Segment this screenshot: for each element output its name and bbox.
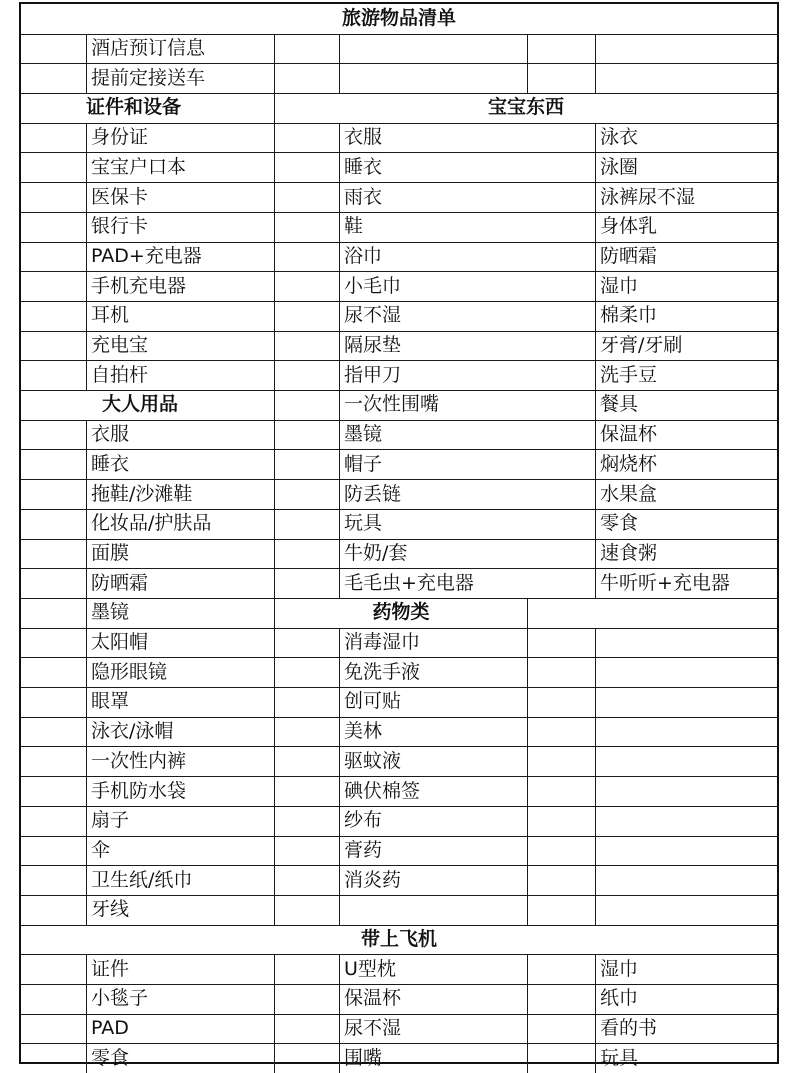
table-row [21, 954, 777, 985]
empty-cell [274, 331, 339, 361]
adult-item: 手机防水袋 [86, 776, 274, 806]
empty-cell [527, 865, 595, 895]
empty-cell [274, 1044, 339, 1073]
table-row [21, 539, 777, 570]
index-cell [21, 687, 86, 717]
baby-item: 身体乳 [595, 212, 777, 242]
index-cell [21, 153, 86, 183]
adult-item: 卫生纸/纸巾 [86, 865, 274, 895]
medicine-item: 消毒湿巾 [339, 628, 527, 658]
adult-item: 扇子 [86, 806, 274, 836]
index-cell [21, 242, 86, 272]
empty-cell [595, 747, 777, 777]
empty-cell [274, 271, 339, 301]
medicine-item: 纱布 [339, 806, 527, 836]
empty-cell [527, 776, 595, 806]
empty-cell [527, 717, 595, 747]
table-row [21, 776, 777, 807]
empty-cell [274, 420, 339, 450]
table-row [21, 242, 777, 273]
plane-item: 围嘴 [339, 1044, 527, 1073]
title-row [21, 4, 777, 35]
index-cell [21, 865, 86, 895]
index-cell [21, 717, 86, 747]
table-row [21, 984, 777, 1015]
table-row [21, 568, 777, 599]
index-cell [21, 123, 86, 153]
baby-item: 毛毛虫+充电器 [339, 568, 595, 598]
table-row [21, 747, 777, 778]
baby-item: 洗手豆 [595, 360, 777, 390]
index-cell [21, 182, 86, 212]
adult-item: 衣服 [86, 420, 274, 450]
empty-cell [274, 895, 339, 925]
index-cell [21, 984, 86, 1014]
medicine-item: 消炎药 [339, 865, 527, 895]
baby-item: 泳裤尿不湿 [595, 182, 777, 212]
table-row [21, 360, 777, 391]
baby-item: 墨镜 [339, 420, 595, 450]
document-item: 银行卡 [86, 212, 274, 242]
plane-item: 小毯子 [86, 984, 274, 1014]
table-row [21, 182, 777, 213]
table-row [21, 1014, 777, 1045]
baby-item: 小毛巾 [339, 271, 595, 301]
plane-item: 湿巾 [595, 954, 777, 984]
table-row [21, 806, 777, 837]
section-on-plane: 带上飞机 [21, 925, 777, 955]
baby-item: 牛听听+充电器 [595, 568, 777, 598]
empty-cell [527, 836, 595, 866]
plane-item: 尿不湿 [339, 1014, 527, 1044]
empty-cell [339, 63, 527, 93]
baby-item: 玩具 [339, 509, 595, 539]
index-cell [21, 390, 86, 420]
baby-item: 泳衣 [595, 123, 777, 153]
baby-item: 鞋 [339, 212, 595, 242]
empty-cell [274, 747, 339, 777]
adult-item: 一次性内裤 [86, 747, 274, 777]
index-cell [21, 34, 86, 64]
index-cell [21, 836, 86, 866]
table-row [21, 212, 777, 243]
empty-cell [274, 509, 339, 539]
empty-cell [274, 242, 339, 272]
medicine-item: 膏药 [339, 836, 527, 866]
top-info-row [21, 34, 777, 65]
table-row [21, 1044, 777, 1073]
index-cell [21, 301, 86, 331]
baby-item: 零食 [595, 509, 777, 539]
index-cell [21, 895, 86, 925]
adult-item: 隐形眼镜 [86, 657, 274, 687]
table-row [21, 123, 777, 154]
table-row [21, 657, 777, 688]
baby-item: 牙膏/牙刷 [595, 331, 777, 361]
medicine-item: 驱蚊液 [339, 747, 527, 777]
adult-item: 牙线 [86, 895, 274, 925]
table-row [21, 450, 777, 481]
empty-cell [595, 63, 777, 93]
empty-cell [595, 865, 777, 895]
baby-item: 水果盒 [595, 479, 777, 509]
index-cell [21, 271, 86, 301]
table-row [21, 479, 777, 510]
empty-cell [595, 776, 777, 806]
empty-cell [527, 895, 595, 925]
document-item: 身份证 [86, 123, 274, 153]
empty-cell [339, 895, 527, 925]
baby-item: 餐具 [595, 390, 777, 420]
table-row [21, 717, 777, 748]
index-cell [21, 450, 86, 480]
adult-item: 面膜 [86, 539, 274, 569]
empty-cell [527, 628, 595, 658]
empty-cell [274, 63, 339, 93]
index-cell [21, 539, 86, 569]
adult-item: 伞 [86, 836, 274, 866]
empty-cell [274, 984, 339, 1014]
document-item: 医保卡 [86, 182, 274, 212]
empty-cell [595, 806, 777, 836]
table-row [21, 271, 777, 302]
plane-item: U型枕 [339, 954, 527, 984]
empty-cell [274, 390, 339, 420]
checklist-table [19, 2, 779, 1064]
baby-item: 隔尿垫 [339, 331, 595, 361]
table-row [21, 628, 777, 659]
empty-cell [595, 657, 777, 687]
document-item: 充电宝 [86, 331, 274, 361]
baby-item: 睡衣 [339, 153, 595, 183]
empty-cell [274, 123, 339, 153]
empty-cell [274, 212, 339, 242]
plane-item: 证件 [86, 954, 274, 984]
baby-item: 牛奶/套 [339, 539, 595, 569]
table-row [21, 301, 777, 332]
top-info-row [21, 63, 777, 94]
document-item: PAD+充电器 [86, 242, 274, 272]
table-row [21, 420, 777, 451]
index-cell [21, 93, 86, 123]
index-cell [21, 628, 86, 658]
empty-cell [274, 836, 339, 866]
empty-cell [274, 301, 339, 331]
table-row [21, 153, 777, 184]
empty-cell [527, 747, 595, 777]
table-row [21, 865, 777, 896]
empty-cell [274, 954, 339, 984]
info-item: 提前定接送车 [86, 63, 274, 93]
adult-item: 墨镜 [86, 598, 274, 628]
empty-cell [274, 865, 339, 895]
plane-item: 玩具 [595, 1044, 777, 1073]
empty-cell [274, 539, 339, 569]
baby-item: 防晒霜 [595, 242, 777, 272]
section-medicine: 药物类 [274, 598, 527, 628]
baby-item: 雨衣 [339, 182, 595, 212]
empty-cell [274, 568, 339, 598]
section-documents-equipment: 证件和设备 [86, 93, 274, 123]
adult-item: 眼罩 [86, 687, 274, 717]
index-cell [21, 63, 86, 93]
section-adult-items: 大人用品 [86, 390, 274, 420]
section-baby-items: 宝宝东西 [274, 93, 777, 123]
empty-cell [595, 34, 777, 64]
baby-item: 浴巾 [339, 242, 595, 272]
empty-cell [527, 598, 777, 628]
index-cell [21, 1044, 86, 1073]
index-cell [21, 331, 86, 361]
index-cell [21, 479, 86, 509]
table-row [21, 331, 777, 362]
empty-cell [274, 628, 339, 658]
document-item: 自拍杆 [86, 360, 274, 390]
empty-cell [274, 717, 339, 747]
adult-item: 睡衣 [86, 450, 274, 480]
index-cell [21, 420, 86, 450]
index-cell [21, 360, 86, 390]
section-header-row [21, 925, 777, 956]
page-title: 旅游物品清单 [21, 4, 777, 34]
baby-item: 衣服 [339, 123, 595, 153]
empty-cell [527, 954, 595, 984]
table-row [21, 509, 777, 540]
table-row [21, 895, 777, 926]
document-item: 宝宝户口本 [86, 153, 274, 183]
table-row [21, 390, 777, 421]
empty-cell [595, 895, 777, 925]
info-item: 酒店预订信息 [86, 34, 274, 64]
empty-cell [527, 1044, 595, 1073]
empty-cell [274, 806, 339, 836]
adult-item: 防晒霜 [86, 568, 274, 598]
empty-cell [274, 360, 339, 390]
index-cell [21, 657, 86, 687]
index-cell [21, 212, 86, 242]
empty-cell [527, 806, 595, 836]
empty-cell [274, 657, 339, 687]
empty-cell [274, 182, 339, 212]
adult-item: 化妆品/护肤品 [86, 509, 274, 539]
medicine-item: 创可贴 [339, 687, 527, 717]
empty-cell [274, 479, 339, 509]
index-cell [21, 598, 86, 628]
index-cell [21, 747, 86, 777]
plane-item: PAD [86, 1014, 274, 1044]
plane-item: 看的书 [595, 1014, 777, 1044]
index-cell [21, 776, 86, 806]
table-row [21, 598, 777, 629]
baby-item: 尿不湿 [339, 301, 595, 331]
empty-cell [274, 1014, 339, 1044]
baby-item: 帽子 [339, 450, 595, 480]
empty-cell [595, 836, 777, 866]
plane-item: 纸巾 [595, 984, 777, 1014]
empty-cell [274, 687, 339, 717]
baby-item: 湿巾 [595, 271, 777, 301]
empty-cell [595, 687, 777, 717]
empty-cell [274, 34, 339, 64]
adult-item: 太阳帽 [86, 628, 274, 658]
empty-cell [527, 63, 595, 93]
empty-cell [274, 153, 339, 183]
baby-item: 保温杯 [595, 420, 777, 450]
empty-cell [339, 34, 527, 64]
plane-item: 保温杯 [339, 984, 527, 1014]
medicine-item: 美林 [339, 717, 527, 747]
empty-cell [595, 717, 777, 747]
empty-cell [274, 450, 339, 480]
section-header-row [21, 93, 777, 124]
empty-cell [527, 984, 595, 1014]
empty-cell [527, 34, 595, 64]
empty-cell [595, 628, 777, 658]
empty-cell [527, 657, 595, 687]
document-item: 手机充电器 [86, 271, 274, 301]
table-row [21, 687, 777, 718]
empty-cell [274, 776, 339, 806]
index-cell [21, 954, 86, 984]
baby-item: 防丢链 [339, 479, 595, 509]
empty-cell [527, 687, 595, 717]
baby-item: 一次性围嘴 [339, 390, 595, 420]
index-cell [21, 509, 86, 539]
document-item: 耳机 [86, 301, 274, 331]
baby-item: 棉柔巾 [595, 301, 777, 331]
medicine-item: 碘伏棉签 [339, 776, 527, 806]
index-cell [21, 1014, 86, 1044]
adult-item: 拖鞋/沙滩鞋 [86, 479, 274, 509]
baby-item: 焖烧杯 [595, 450, 777, 480]
medicine-item: 免洗手液 [339, 657, 527, 687]
plane-item: 零食 [86, 1044, 274, 1073]
baby-item: 泳圈 [595, 153, 777, 183]
index-cell [21, 806, 86, 836]
adult-item: 泳衣/泳帽 [86, 717, 274, 747]
index-cell [21, 568, 86, 598]
table-row [21, 836, 777, 867]
baby-item: 指甲刀 [339, 360, 595, 390]
empty-cell [527, 1014, 595, 1044]
baby-item: 速食粥 [595, 539, 777, 569]
